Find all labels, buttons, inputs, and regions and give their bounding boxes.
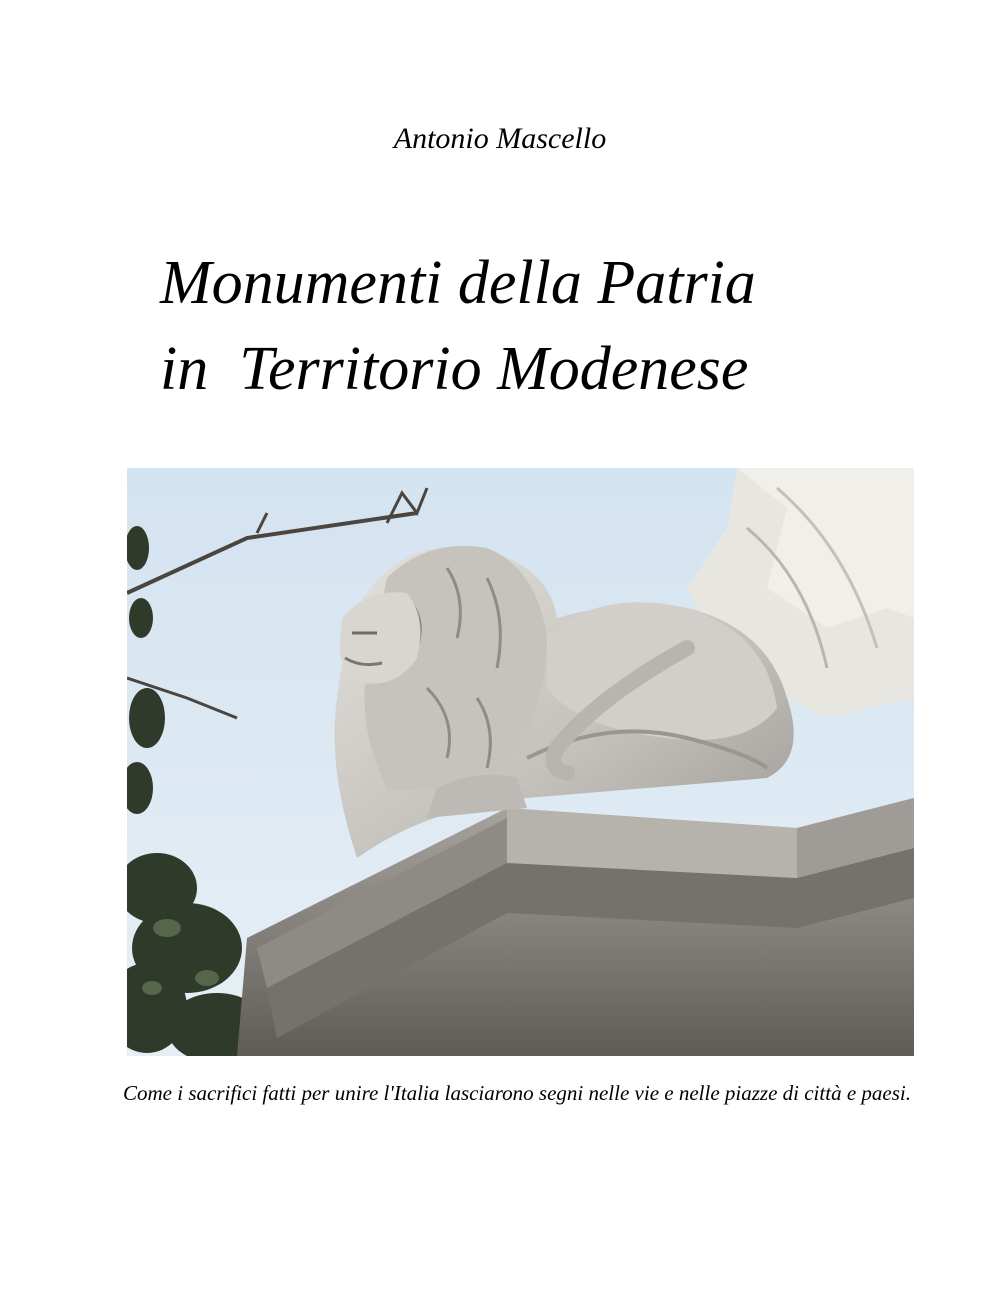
cover-photo-lion-monument [127, 468, 914, 1056]
cover-author: Antonio Mascello [393, 122, 607, 155]
cover-subtitle: Come i sacrifici fatti per unire l'Italia lasciarono segni nelle vie e nelle piazze di città e paesi. [123, 1081, 911, 1105]
cover-title-line-1: Monumenti della Patria [160, 249, 756, 317]
cover-title-line-2: in Territorio Modenese [160, 335, 749, 403]
